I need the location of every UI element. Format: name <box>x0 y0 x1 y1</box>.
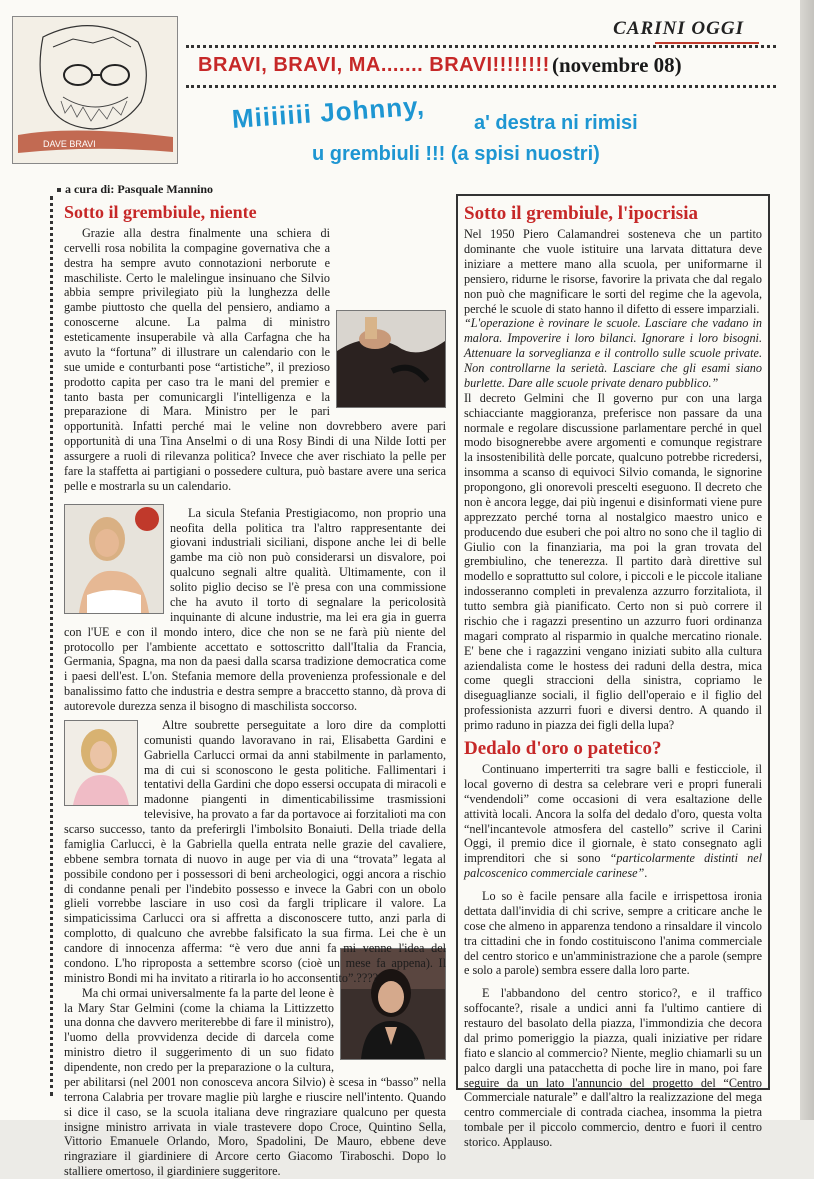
brand-logo: CARINI OGGI <box>613 18 744 39</box>
author-credit: a cura di: Pasquale Mannino <box>57 182 213 197</box>
right-heading-1: Sotto il grembiule, l'ipocrisia <box>464 203 698 224</box>
calamandrei-quote: “L'operazione è rovinare le scuole. Lasciare che vadano in malora. Impoverire i loro bilanci. Ignorare i loro bisogni. Attenuare la sorveglianza e il controllo sulle scuole private. Non controllarne la serietà. Lasciare che gli esami siano burlette. Dare alle scuole private denaro pubblico.” <box>464 316 762 390</box>
page-title: BRAVI, BRAVI, MA....... BRAVI!!!!!!!! <box>198 54 550 76</box>
left-paragraph-4: Ma chi ormai universalmente fa la parte del leone è la Mary Star Gelmini (come la chiama la Littizzetto una donna che davvero meriterebbe di fare il ministro), l'uomo della provvidenza decide di darcela come ministro dietro il suggerimento di un suo fidato dipendente, non credo per la preparazione o la cultura, per abilitarsi (nel 2001 non conosceva ancora Silvio) è scesa in “basso” nella terrona Calabria per trovare maglie più larghe e riuscire nell'intento. Quando si dice il caso, se la scuola italiana deve ringraziare qualcuno per questa insigne ministro arrivata in viale trastevere dopo Croce, Quintino Sella, Vittorio Emanuele Orlando, Moro, Spadolini, De Mauro, ebbene deve ringraziare il giardiniere di Arcore certo Giacomo Tiraboschi. Dopo lo stalliere omertoso, il giardiniere suggeritore. <box>64 985 446 1179</box>
right-paragraph-2: Il decreto Gelmini che Il governo pur con una larga schiacciante maggioranza, preferisce non passare da una normale e regolare discussione parlamentare perché in quel modo bisognerebbe avere argomenti e comunque registrare la insostenibilità delle porcate, qualcuno potrebbe ricredersi, insomma a scanso di equivoci Silvio comanda, le signorine propongono, gli onorevoli prescelti eseguono. Il decreto che non è ancora legge, dai più ingenui e disinformati viene pure apprezzato perché torna al nostalgico maestro unico e producendo due esuberi che poi altro no sono che il taglio di Giulio con la finanziaria, ma poi la gran trovata del grembiulino, che tenerezza. Il partito darà direttive sul modello e soprattutto sul colore, i piccoli e le piccole italiane indosseranno completi in prevalenza azzurro forzitaliota, il tutto sembra già pianificato. Certo non si può correre il rischio che i ragazzi presentino un azzurro fuori ordinanza magari comprato al risparmio in qualche mercatino rionale. E' bene che i ragazzini vengano iniziati subito alla cultura aziendalista come le hostess dei raduni della destra, mica come quegli straccioni della sinistra, copriamo le diseguaglianze sociali, il figlio dell'operaio e il figlio del professionista azzurri fuori e diversi dentro. A quando il primo raduno in piazza dei figli della lupa? <box>464 390 762 733</box>
left-paragraph-3: Altre soubrette perseguitate a loro dire da complotti comunisti quando lavoravano in rai, Elisabetta Gardini e Gabriella Carlucci ormai da anni stabilmente in parlamento, ma di cui si sconoscono le gesta politiche. Fallimentari i tentativi della Gardini che dopo essersi occupata di miracoli e madonne piangenti in dimenticabilissime trasmissioni televisive, ha provato a far da portavoce ai forzitalioti ma con scarso successo, tanto da preferirgli l'imbolsito Bonaiuti. Della triade della famiglia Carlucci, è la Gabriella quella entrata nelle grazie del cavaliere, ebbene sembra tornata di nuovo in auge per via di una “trovata” legata al possibile condono per i possessori di beni archeologici, oggi ancora a rischio di condanne penali per l'indebito possesso e invece la Gabri con un obolo glieli vorrebbe lasciare in uso così da fargli triplicare il valore. La simpaticissima Carlucci ora si affretta a disconoscere tutto, anzi parla di complotto, di qualcuno che avrebbe falsificato la sua firma. Lei che è un candore di innocenza afferma: “è vero due anni fa mi venne l'idea del condono. L'ho riproposta a settembre scorso (cioè un mese fa appena). Il ministro Bondi mi ha invitato a ritirarla io ho acconsentito”.???? <box>64 717 446 985</box>
right-paragraph-3: Continuano imperterriti tra sagre balli e festicciole, il local governo di destra sa celebrare veri e propri funerali “vendendoli” come occasioni di vera esaltazione delle attività locali. Ancora la solfa del dedalo d'oro, questa volta “nell'incantevole atmosfera del castello” scrive il Carini Oggi, il premio dice il giornale, è stato consegnato agli imprenditori che si sono “particolarmente distinti nel palcoscenico commerciale carinese”. <box>464 762 762 881</box>
dotted-rule-left <box>50 196 53 1096</box>
subtitle-part3: u grembiuli !!! (a spisi nuostri) <box>312 143 600 165</box>
brand-underline <box>655 42 759 44</box>
left-paragraph-1: Grazie alla destra finalmente una schiera di cervelli rosa nobilita la compagine governativa che a destra ha sempre avuto connotazioni nerborute e maschiliste. Certo le malelingue insinuano che Silvio abbia sempre privilegiato più la lunghezza delle gambe piuttosto che quella del pensiero, andiamo a conoscerne alcune. La palma di ministro esteticamente insuperabile và alla Carfagna che ha avuto la “fortuna” di illustrare un calendario con le sue umide e conturbanti pose “artistiche”, il prezioso prodotto capita per caso tra le mani del premier e tanto basta per comunicargli l'intelligenza e la preparazione di Mara. Ministro per le pari opportunità. Infatti perché mai le veline non dovrebbero avere pari opportunità di una Tina Anselmi o di una Rosy Bindi di una Nilde Iotti per assurgere a ruoli di rilevanza politica? Invece che aver rischiato la pelle per fare la staffetta ai partigiani o possedere cultura, può bastare avere una serica pelle e mostrarla su un calendario. <box>64 225 446 493</box>
right-paragraph-1: Nel 1950 Piero Calamandrei sosteneva che un partito dominante che vuole istituire una larvata dittatura deve iniziare a mettere mano alla scuola, per uniformarne il pensiero, ridurne le risorse, favorire la privata che dal regalo non può che magnificare le sorti del regime che la agevola, perché le scuole di stato hanno il difetto di essere imparziali. <box>464 227 762 316</box>
photo-carlucci <box>64 720 138 806</box>
right-paragraph-4: Lo so è facile pensare alla facile e irrispettosa ironia dettata dall'invidia di chi scrive, sempre a criticare anche le cose che almeno in apparenza tendono a rinsaldare il vincolo tra cittadini che in fondo costituiscono l'anima commerciale del centro storico e un'amministrazione che a parole (sempre e solo a parole) sembra essere dalla loro parte. <box>464 889 762 978</box>
right-paragraph-5: E l'abbandono del centro storico?, e il traffico soffocante?, risale a undici anni fa l'ultimo cantiere di restauro del basolato della piazza, l'immondizia che decora dal primo pomeriggio la piazza, quali iniziative per ridare fiato e slancio al commercio? Niente, meglio chiamarli su un palco dargli una patacchetta di poche lire in mano, poi fare seguire da un lato l'annuncio del progetto del “Centro Commerciale naturale” e dall'altro la realizzazione del mega centro commerciale di contrada ciachea, insomma la pietra tombale per il piccolo commercio, dentro e fuori il centro storico. Applauso. <box>464 986 762 1150</box>
photo-prestigiacomo <box>64 504 164 614</box>
photo-caption: DAVE BRAVI <box>43 139 96 149</box>
dotted-rule-top <box>186 45 776 48</box>
subtitle-part1: Miiiiiii Johnny, <box>230 90 426 134</box>
left-article <box>64 202 446 1179</box>
page-spine <box>800 0 814 1120</box>
photo-carfagna <box>336 310 446 408</box>
caricature-sketch-image <box>12 16 178 164</box>
subtitle-part2: a' destra ni rimisi <box>474 112 638 134</box>
left-paragraph-2: La sicula Stefania Prestigiacomo, non proprio una neofita della politica tra l'altro rappresentante dei giovani industriali siciliani, dispone anche lei di belle gambe ma ciò non può considerarsi un disvalore, poi qualcuno segnali altre qualità. Ultimamente, con il solito piglio deciso se l'è presa con una commissione che ha avuto il torto di segnalare la pericolosità inquinante di alcune industrie, ma lei era gia in guerra con l'UE e con il mondo intero, dice che non se ne farà più niente del protocollo per l'ambiente accettato e sottoscritto dall'Italia da Francia, Germania, Spagna, ma non da paesi dalla scarsa tradizione democratica come i paesi dell'est. L'on. Stefania memore della provenienza professionale e del banalissimo fatto che industria e destra sempre a braccetto stanno, dà prova di autorevole durezza senza il bisogno di maschilista soccorso. <box>64 505 446 714</box>
right-article-box <box>456 194 770 1150</box>
left-heading: Sotto il grembiule, niente <box>64 202 257 222</box>
right-heading-2: Dedalo d'oro o patetico? <box>464 737 662 759</box>
dotted-rule-mid <box>186 85 776 88</box>
issue-date: (novembre 08) <box>552 53 682 77</box>
